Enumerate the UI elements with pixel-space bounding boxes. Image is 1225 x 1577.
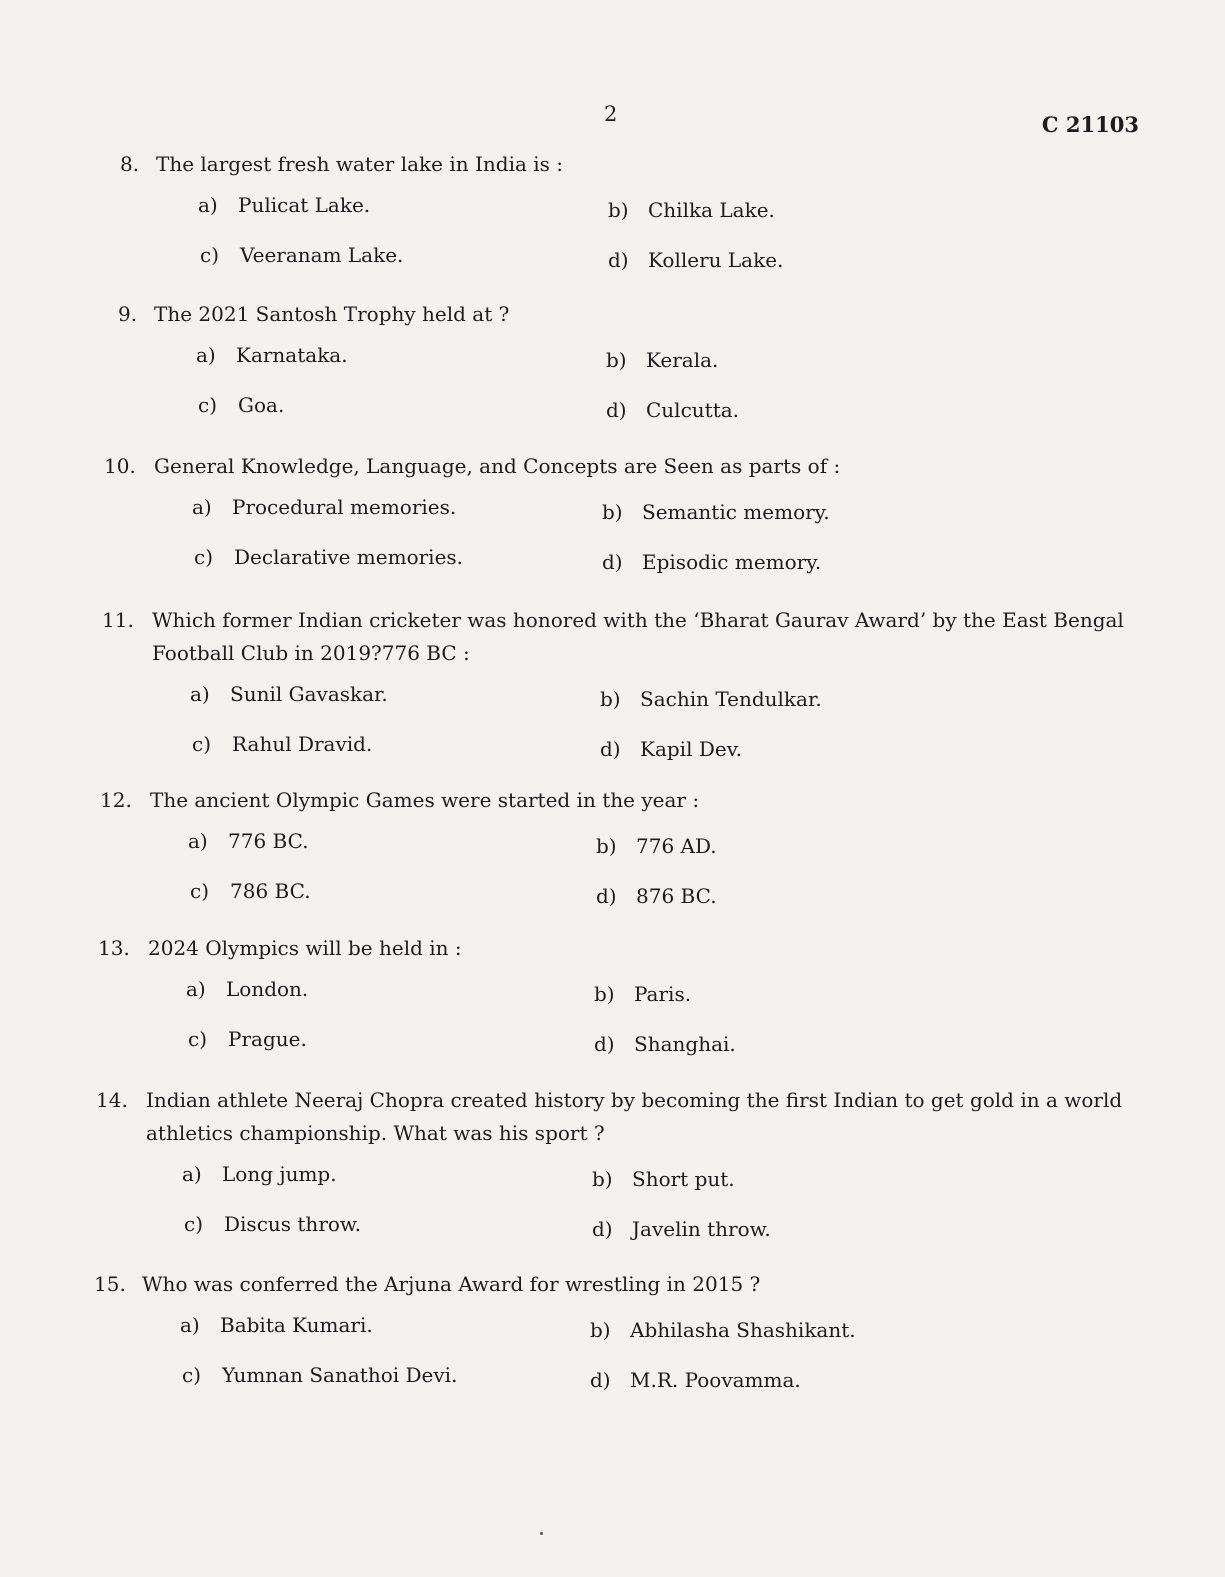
- option-c: c) Yumnan Sanathoi Devi.: [182, 1363, 458, 1387]
- option-d: d) M.R. Poovamma.: [590, 1368, 801, 1392]
- options: [94, 1313, 1142, 1413]
- scan-speck: [540, 1532, 543, 1535]
- option-c: c) Veeranam Lake.: [200, 243, 404, 267]
- option-d: d) Shanghai.: [594, 1032, 736, 1056]
- paper-code: C 21103: [1041, 112, 1139, 137]
- option-b: b) Abhilasha Shashikant.: [590, 1318, 856, 1342]
- question-number: 14.: [96, 1088, 128, 1112]
- question-number: 12.: [100, 788, 132, 812]
- question-14: [96, 1084, 1136, 1262]
- question-9: [118, 298, 1154, 443]
- question-text: Indian athlete Neeraj Chopra created history by becoming the first Indian to get gold in a world athletics championship. What was his sport ?: [146, 1088, 1123, 1145]
- question-number: 15.: [94, 1272, 126, 1296]
- option-c: c) Prague.: [188, 1027, 307, 1051]
- option-b: b) Chilka Lake.: [608, 198, 775, 222]
- option-d: d) Kapil Dev.: [600, 737, 742, 761]
- question-text: The largest fresh water lake in India is :: [156, 152, 564, 176]
- options: [120, 193, 1156, 293]
- option-c: c) 786 BC.: [190, 879, 311, 903]
- option-a: a) Karnataka.: [196, 343, 348, 367]
- question-text: Which former Indian cricketer was honored with the ‘Bharat Gaurav Award’ by the East Bengal Football Club in 2019?776 BC :: [152, 608, 1124, 665]
- option-c: c) Rahul Dravid.: [192, 732, 373, 756]
- options: [102, 682, 1142, 782]
- question-text: The ancient Olympic Games were started in the year :: [150, 788, 700, 812]
- option-c: c) Discus throw.: [184, 1212, 362, 1236]
- option-b: b) Paris.: [594, 982, 692, 1006]
- options: [118, 343, 1154, 443]
- options: [98, 977, 1148, 1077]
- option-b: b) 776 AD.: [596, 834, 717, 858]
- question-text: The 2021 Santosh Trophy held at ?: [154, 302, 510, 326]
- question-text: General Knowledge, Language, and Concepts are Seen as parts of :: [154, 454, 841, 478]
- option-b: b) Sachin Tendulkar.: [600, 687, 822, 711]
- option-d: d) Culcutta.: [606, 398, 740, 422]
- option-c: c) Declarative memories.: [194, 545, 464, 569]
- option-a: a) Long jump.: [182, 1162, 337, 1186]
- option-d: d) Kolleru Lake.: [608, 248, 784, 272]
- option-a: a) 776 BC.: [188, 829, 309, 853]
- options: [96, 1162, 1136, 1262]
- question-number: 13.: [98, 936, 130, 960]
- option-a: a) Procedural memories.: [192, 495, 457, 519]
- question-10: [104, 450, 1154, 595]
- question-13: [98, 932, 1148, 1077]
- option-a: a) Pulicat Lake.: [198, 193, 371, 217]
- question-number: 11.: [102, 608, 134, 632]
- option-a: a) London.: [186, 977, 309, 1001]
- options: [104, 495, 1154, 595]
- question-text: Who was conferred the Arjuna Award for wrestling in 2015 ?: [142, 1272, 761, 1296]
- options: [100, 829, 1150, 929]
- question-text: 2024 Olympics will be held in :: [148, 936, 462, 960]
- question-15: [94, 1268, 1142, 1413]
- question-number: 8.: [120, 152, 140, 176]
- option-b: b) Kerala.: [606, 348, 719, 372]
- option-d: d) Javelin throw.: [592, 1217, 771, 1241]
- option-c: c) Goa.: [198, 393, 285, 417]
- question-11: [102, 604, 1142, 782]
- question-12: [100, 784, 1150, 929]
- question-number: 10.: [104, 454, 136, 478]
- question-8: [120, 148, 1156, 293]
- option-a: a) Babita Kumari.: [180, 1313, 373, 1337]
- option-d: d) 876 BC.: [596, 884, 717, 908]
- option-d: d) Episodic memory.: [602, 550, 822, 574]
- page-number: 2: [604, 102, 618, 126]
- option-b: b) Short put.: [592, 1167, 735, 1191]
- option-b: b) Semantic memory.: [602, 500, 830, 524]
- question-number: 9.: [118, 302, 138, 326]
- option-a: a) Sunil Gavaskar.: [190, 682, 388, 706]
